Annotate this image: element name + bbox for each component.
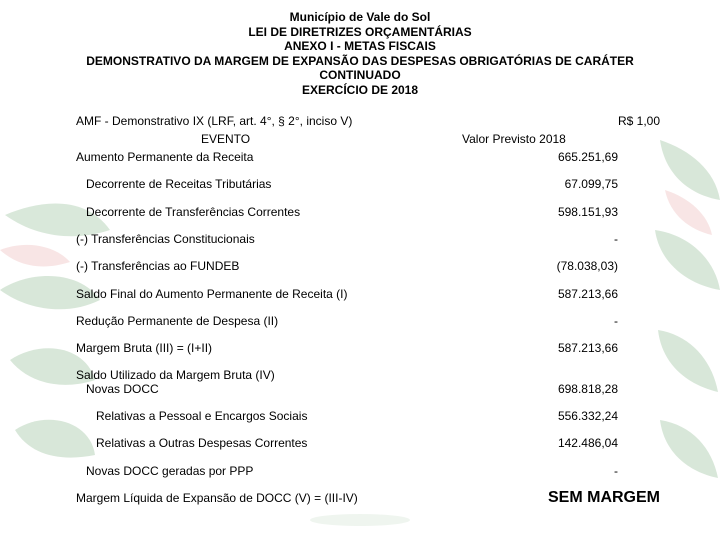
table-row (76, 258, 662, 274)
no-margin-result: SEM MARGEM (548, 489, 660, 506)
municipality-title: Município de Vale do Sol (289, 10, 431, 24)
law-title: LEI DE DIRETRIZES ORÇAMENTÁRIAS (248, 24, 472, 39)
row-label: Redução Permanente de Despesa (II) (76, 314, 279, 328)
row-value: - (614, 314, 618, 328)
row-value: 587.213,66 (557, 341, 618, 355)
table-row (76, 408, 662, 424)
row-value: 67.099,75 (564, 177, 618, 191)
row-label: Margem Bruta (III) = (I+II) (76, 341, 213, 355)
row-label: Decorrente de Transferências Correntes (86, 205, 301, 219)
column-header-value: Valor Previsto 2018 (462, 132, 566, 146)
column-header-event: EVENTO (201, 132, 251, 146)
table-row (76, 149, 662, 165)
report-title: DEMONSTRATIVO DA MARGEM DE EXPANSÃO DAS DESPESAS OBRIGATÓRIAS DE CARÁTER (86, 53, 634, 68)
row-label: Saldo Utilizado da Margem Bruta (IV) (76, 368, 275, 382)
row-label: (-) Transferências Constitucionais (76, 232, 255, 246)
column-header-row (76, 131, 662, 147)
row-label: Margem Líquida de Expansão de DOCC (V) = (III-IV) (76, 491, 358, 505)
currency-unit: R$ 1,00 (617, 114, 660, 128)
table-row (76, 340, 662, 356)
row-label: Novas DOCC (86, 382, 159, 396)
row-value: - (614, 464, 618, 478)
row-value: (78.038,03) (556, 259, 618, 273)
table-row (76, 313, 662, 329)
row-label: Aumento Permanente da Receita (76, 150, 254, 164)
table-row (76, 463, 662, 479)
annex-title: ANEXO I - METAS FISCAIS (284, 39, 436, 53)
row-value: 698.818,28 (557, 382, 618, 396)
row-label: Decorrente de Receitas Tributárias (86, 177, 272, 191)
table-row (76, 176, 662, 192)
row-value: 665.251,69 (557, 150, 618, 164)
report-title-continued: CONTINUADO (319, 68, 401, 82)
table-row (76, 231, 662, 247)
table-row (76, 381, 662, 397)
table-subtitle: AMF - Demonstrativo IX (LRF, art. 4°, § 2°, inciso V) (76, 114, 353, 128)
row-value: 587.213,66 (557, 287, 618, 301)
row-label: Relativas a Outras Despesas Correntes (96, 436, 308, 450)
table-row (76, 435, 662, 451)
report-header (60, 10, 660, 97)
row-label: Novas DOCC geradas por PPP (86, 464, 254, 478)
fiscal-year: EXERCÍCIO DE 2018 (301, 82, 419, 97)
row-label: (-) Transferências ao FUNDEB (76, 259, 240, 273)
row-label: Relativas a Pessoal e Encargos Sociais (96, 409, 308, 423)
row-value: 142.486,04 (557, 436, 618, 450)
row-value: - (614, 232, 618, 246)
table-subtitle-row (76, 113, 662, 129)
row-value: 556.332,24 (557, 409, 618, 423)
table-row (76, 204, 662, 220)
table-row (76, 490, 662, 506)
table-row (76, 286, 662, 302)
row-value: 598.151,93 (557, 205, 618, 219)
row-label: Saldo Final do Aumento Permanente de Receita (I) (76, 287, 348, 301)
